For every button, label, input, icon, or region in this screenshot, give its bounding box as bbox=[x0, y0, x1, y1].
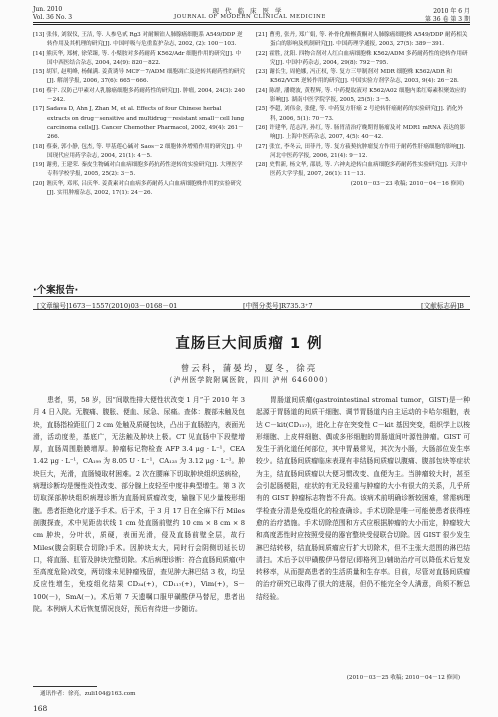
reference-item: [28] 史哲新, 杨文华, 邵晨, 等. 六神丸逆转白血病细胞多药耐药性实验研究[J]. 天津中医药大学学报, 2007, 26(1): 11－13. bbox=[256, 162, 468, 178]
reference-item: [26] 许建华, 范志洋, 孙红, 等. 肠胃清治疗晚期胃肠瘤及对 MDR1 mRNA 表达的影响[J]. 上海中医药杂志, 2007, 4(5): 40－42. bbox=[256, 124, 466, 141]
article-authors: 曾云科，蒲晏均，夏冬，徐亮 bbox=[180, 364, 318, 374]
reference-item: [23] 谢长生, 周艳娜, 冯正权, 等. 复方三甲制剂对 MDR 细胞株 K562/ADR 和 K562/VCR 逆转作用的研究[J]. 中国实验方剂学杂志, 2003, 9(4): 26－28. bbox=[256, 69, 459, 85]
reference-item: [14] 熊庆华, 郑树, 徐荣臻, 等. 小檗胺对多药耐药 K562/Adr 细胞作用的研究[J]. 中国中西医结合杂志, 2004, 24(9): 820－822. bbox=[33, 50, 242, 66]
reference-item: [15] 胡军, 赵明峰, 杨佩满. 姜黄诱导 MCF－7/ADM 细胞凋亡及逆转其耐药性的研究[J]. 解剖学报, 2006, 37(6): 665－666. bbox=[33, 69, 246, 85]
reference-item: [18] 蔡秦, 郭小静, 包杰, 等. 甲基莲心碱对 Saos－2 细胞体外增殖作用的研究[J]. 中国现代应用药学杂志, 2004, 21(1): 4－5. bbox=[33, 143, 243, 159]
article-id: [文章编号]1673－1557(2010)03－0168－01 bbox=[37, 302, 178, 310]
article-title: 直肠巨大间质瘤 1 例 bbox=[175, 336, 323, 352]
journal-name-cn: 现代临床医学 bbox=[212, 7, 288, 15]
references-left-column bbox=[33, 31, 246, 198]
article-affiliation: （泸州医学院附属医院，四川 泸州 646000） bbox=[165, 376, 333, 384]
journal-name-en: JOURNAL OF MODERN CLINICAL MEDICINE bbox=[173, 14, 327, 20]
header-right-top: 2010 年 6 月 bbox=[433, 8, 470, 15]
references-received-date: (2010－03－23 收稿; 2010－04－16 修回) bbox=[350, 180, 464, 187]
references-right-column bbox=[256, 31, 470, 189]
reference-item: [27] 张宜, 李冬云, 田菲丹, 等. 复方菝葜抗肿瘤复方作用于耐药性肝癌细胞的影响[J]. 河北中医药学报, 2006, 21(4): 9－12. bbox=[256, 143, 466, 159]
reference-item: [13] 张伟, 刘叙仪, 王洁, 等. 人参皂甙 Rg3 对耐顺铂人肺腺癌细胞系 A549/DDP 逆转作用及其机理的研究[J]. 中国呼吸与危重监护杂志, 2002, (2): 100－103. bbox=[33, 32, 243, 48]
corresponding-author: 通讯作者：徐亮，zuli104@163.com bbox=[40, 691, 136, 697]
header-right-bottom: 第 36 卷 第 3 期 bbox=[425, 16, 470, 23]
reference-item: [20] 谯庆华, 邓邦, 吕庆华. 姜黄素对白血病多药耐药人白血病细胞株作用的实验研究[J]. 实用肿瘤杂志, 2002, 17(1): 24－26. bbox=[33, 180, 242, 197]
reference-item: [17] Sadava D, Ahn J, Zhan M, et al. Effects of four Chinese herbal extracts on drug－sensitive and multidrug－resistant small－cell lung carcinoma cells[J]. Cancer Chemother Pharmacol, 2002, 49(4): 261－266. bbox=[33, 106, 245, 141]
reference-item: [24] 陈群, 潘晓波, 黄程辉, 等. 中药提取液对 K562/A02 细胞内柔红霉素积聚效应的影响[J]. 湖南中医学院学报, 2005, 25(5): 3－5. bbox=[256, 87, 466, 104]
classification-number: [中图分类号]R735.3⁺7 bbox=[243, 302, 313, 310]
reference-item: [22] 霍胜, 沈阳. 四物合剂对人红白血病细胞株 K562/ADM 多药耐药性的逆转作用研究[J]. 中国中药杂志, 2004, 29(8): 792－795. bbox=[256, 50, 468, 66]
article-body-right: 胃肠道间质瘤(gastrointestinal stromal tumor，GIST)是一种起源于胃肠道的间质干细胞、调节胃肠道内自主运动的卡哈尔细胞，表达 C－kit(CD₁₁₇)，进化上存在突变性 C－kit 基因突变，组织学上以梭形细胞、上皮样细胞、偶或多形细胞的胃肠道间叶源性肿瘤。GIST 可发生于消化道任何部位，其中胃最常见，其次为小肠，大肠部位发生率较少。结直肠间质瘤临床表现有非结肠间质瘤以腹痛、腹部包块等症状为主，结直肠间质瘤以大便习惯改变、血便为主。当肿瘤较大时，甚至会引起肠梗阻，症状的有无及轻重与肿瘤的大小有很大的关系，几乎所有的 GIST 肿瘤标志物皆不升高。该病术前明确诊断较困难，常需病理学检查分清是免疫组化的检查确诊。手术切除是唯一可能使患者获得痊愈的治疗措施。手术切除范围和方式应根据肿瘤的大小而定，肿瘤较大和高度恶性时应按照受侵的器官整块受侵联合切除。因 GIST 很少发生淋巴结转移，结直肠间质瘤应行扩大切除术，但不主张大范围的淋巴结清扫。术后予以甲磺酸伊马替尼(即格列卫)辅助治疗可以降低术后复发转移率，从而提高患者的生活质量和生存率。目前，尽管对直肠间质瘤的治疗研究已取得了很大的进展，但仍不能完全令人满意，尚须不断总结经验。 bbox=[256, 396, 470, 601]
footnote-rule bbox=[33, 686, 97, 687]
reference-item: [16] 蔡宇. 汉防己甲素对人乳腺癌细胞多药耐药性的研究[J]. 肿瘤, 2004, 24(3): 240－242. bbox=[33, 87, 245, 104]
header-rule bbox=[33, 22, 470, 25]
reference-item: [19] 谢勇, 王建荣. 秦皮生物碱对白血病细胞多药抗药性逆转的实验研究[J]. 大理医学专科学校学报, 2005, 25(2): 3－5. bbox=[33, 162, 243, 178]
reference-item: [21] 曹勇, 张丹, 郑广娟, 等. 补骨化酚槲黄酮对人肺腺癌细胞株 A549/DDP 耐药相关蛋白的影响及机制研究[J]. 中国药理学通报, 2003, 27(5): 389－391. bbox=[256, 32, 468, 48]
section-heading: ·个案报告· bbox=[33, 285, 79, 296]
document-code: [文献标志码]B bbox=[421, 302, 464, 310]
header-left-bottom: Vol. 36 No. 3 bbox=[33, 14, 73, 21]
header-left-top: Jun. 2010 bbox=[33, 6, 63, 13]
reference-item: [25] 李超, 刘伟金, 张健, 等. 中药复方肝癌 2 号逆转肝癌耐药的实验研究[J]. 消化外科, 2006, 5(1): 70－73. bbox=[256, 106, 463, 122]
article-body-left: 患者，男，58 岁，因“间歇性排大便性状改变 1 月”于 2010 年 3 月 4 日入院。无腹痛、腹胀、便血、尿急、尿痛。查体：腹部未触及包块，直肠指检距肛门 2 cm 处触及质硬包块，凸出于直肠腔内，表面光滑，活动度差，基底广，无法触及肿块上极。CT 见直肠中下段壁增厚，直肠周围脂膜增厚。肿瘤标记物检查 AFP 3.4 μg · L⁻¹，CEA 1.42 μg · L⁻¹，CA₁₉₉ 为 8.05 U · L⁻¹，CA₁₂₅ 为 3.12 μg · L⁻¹。肿块巨大，光滑，直肠镜取材困难。2 次在腰麻下切取肿块组织送病检，病理诊断均是慢性炎性改变、部分腺上皮轻至中度非典型增生。第 3 次切取深部肿块组织病理诊断为直肠间质瘤改变，输腺下见少量梭形细胞。患者拒绝化疗遂予手术。后于术，于 3 月 17 日在全麻下行 Miles 剖腹探查，术中见距齿状线 1 cm 处直肠前壁约 10 cm × 8 cm × 8 cm 肿块，分叶状，质硬，表面光滑，侵及直肠前壁全层，故行 Miles(腹会阴联合切除)手术。因肿块太大，同时行会阴侧切延长切口，将直肠、肛管及肿块完整切除。术后病理诊断：符合直肠间质瘤(中至高度危险)改变，两切缘未见肿瘤残留，查见肿大淋巴结 3 枚，均呈反应性增生，免疫组化结果 CD₃₄(+)，CD₁₁₇(+)，Vim(+)，S－100(－)，SmA(－)。术后第 7 天遗嘱口服甲磺酸伊马替尼，患者出院。本例病人术后恢复情况良好，预后有待进一步随访。 bbox=[33, 396, 245, 614]
article-meta-bar bbox=[33, 296, 470, 310]
article-received-date: (2010－03－25 收稿; 2010－04－12 修回) bbox=[346, 675, 460, 681]
page-number: 168 bbox=[33, 704, 48, 713]
